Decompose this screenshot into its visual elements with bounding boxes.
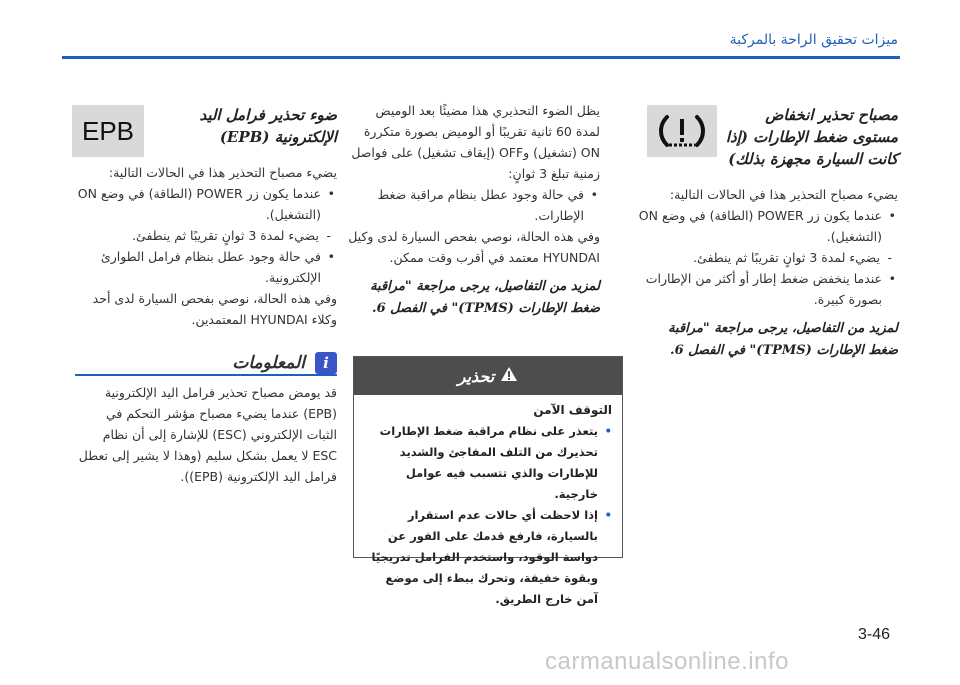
mid-top-line1: يظل الضوء التحذيري هذا مضيئًا بعد الوميض bbox=[375, 103, 600, 118]
tpms-reference: لمزيد من التفاصيل، يرجى مراجعة "مراقبة ضغط الإطارات (TPMS)" في الفصل 6. bbox=[668, 321, 898, 358]
warning-header bbox=[354, 357, 622, 395]
tpms-section bbox=[636, 104, 898, 362]
header-divider bbox=[62, 56, 900, 59]
mid-top-line2: لمدة 60 ثانية تقريبًا أو الوميض بصورة متكررة bbox=[363, 124, 600, 139]
info-header bbox=[75, 352, 337, 376]
warning-bullet-instability: • إذا لاحظت أي حالات عدم استقرار بالسيارة، فارفع قدمك على الفور عن دواسة الوقود، واستخدم الفرامل تدريجيًا وبقوة خفيفة، وتحرك ببطء إلى موضع آمن خارج الطريق. bbox=[364, 505, 612, 610]
warning-subtitle: التوقف الآمن bbox=[533, 403, 612, 417]
mid-reference: لمزيد من التفاصيل، يرجى مراجعة "مراقبة ضغط الإطارات (TPMS)" في الفصل 6. bbox=[370, 279, 600, 316]
info-icon: i bbox=[315, 352, 337, 374]
watermark: carmanualsonline.info bbox=[545, 648, 789, 675]
epb-section bbox=[75, 104, 337, 330]
info-body: قد يومض مصباح تحذير فرامل اليد الإلكترونية (EPB) عندما يضيء مصباح مؤشر التحكم في الثبات الإلكتروني (ESC) للإشارة إلى أن نظام ESC لا يعمل بشكل سليم (وهذا لا يشير إلى تعطل فرامل اليد الإلكترونية (EPB)). bbox=[78, 385, 337, 484]
epb-intro: يضيء مصباح التحذير هذا في الحالات التالية: bbox=[108, 165, 337, 180]
tpms-intro: يضيء مصباح التحذير هذا في الحالات التالية: bbox=[669, 187, 898, 202]
page-number: 3-46 bbox=[858, 626, 891, 643]
tpms-dash-3sec: - يضيء لمدة 3 ثوانٍ تقريبًا ثم ينطفئ. bbox=[636, 247, 898, 268]
section-header-title: ميزات تحقيق الراحة بالمركبة bbox=[729, 32, 898, 48]
info-title: المعلومات bbox=[232, 353, 305, 373]
mid-top-line4: زمنية تبلغ 3 ثوانٍ: bbox=[508, 166, 600, 181]
epb-title: ضوء تحذير فرامل اليد الإلكترونية (EPB) bbox=[199, 106, 337, 146]
tpms-malfunction-section bbox=[338, 100, 600, 320]
mid-bullet-malfunction: • في حالة وجود عطل بنظام مراقبة ضغط الإطارات. bbox=[338, 184, 600, 226]
tpms-title: مصباح تحذير انخفاض مستوى ضغط الإطارات (إذا كانت السيارة مجهزة بذلك) bbox=[725, 106, 898, 168]
epb-bullet-malfunction: • في حالة وجود عطل بنظام فرامل الطوارئ الإلكترونية. bbox=[75, 246, 337, 288]
warning-title: تحذير bbox=[457, 366, 495, 386]
epb-dash-3sec: - يضيء لمدة 3 ثوانٍ تقريبًا ثم ينطفئ. bbox=[75, 225, 337, 246]
warning-box bbox=[353, 356, 623, 606]
warning-bullet-damage: • يتعذر على نظام مراقبة ضغط الإطارات تحذيرك من التلف المفاجئ والشديد للإطارات والذي تتسبب فيه عوامل خارجية. bbox=[364, 421, 612, 505]
mid-dealer-paragraph: وفي هذه الحالة، نوصي بفحص السيارة لدى وكيل HYUNDAI معتمد في أقرب وقت ممكن. bbox=[348, 229, 600, 265]
tpms-bullet-power: • عندما يكون زر POWER (الطاقة) في وضع ON (التشغيل). bbox=[636, 205, 898, 247]
mid-top-line3: ON (تشغيل) وOFF (إيقاف تشغيل) على فواصل bbox=[351, 145, 600, 160]
tpms-bullet-lowpressure: • عندما ينخفض ضغط إطار أو أكثر من الإطارات بصورة كبيرة. bbox=[636, 268, 898, 310]
epb-bullet-power: • عندما يكون زر POWER (الطاقة) في وضع ON (التشغيل). bbox=[75, 183, 337, 225]
epb-dealer-paragraph: وفي هذه الحالة، نوصي بفحص السيارة لدى أحد وكلاء HYUNDAI المعتمدين. bbox=[92, 291, 337, 327]
epb-icon-label: EPB bbox=[81, 115, 135, 146]
warning-triangle-icon bbox=[500, 366, 518, 386]
